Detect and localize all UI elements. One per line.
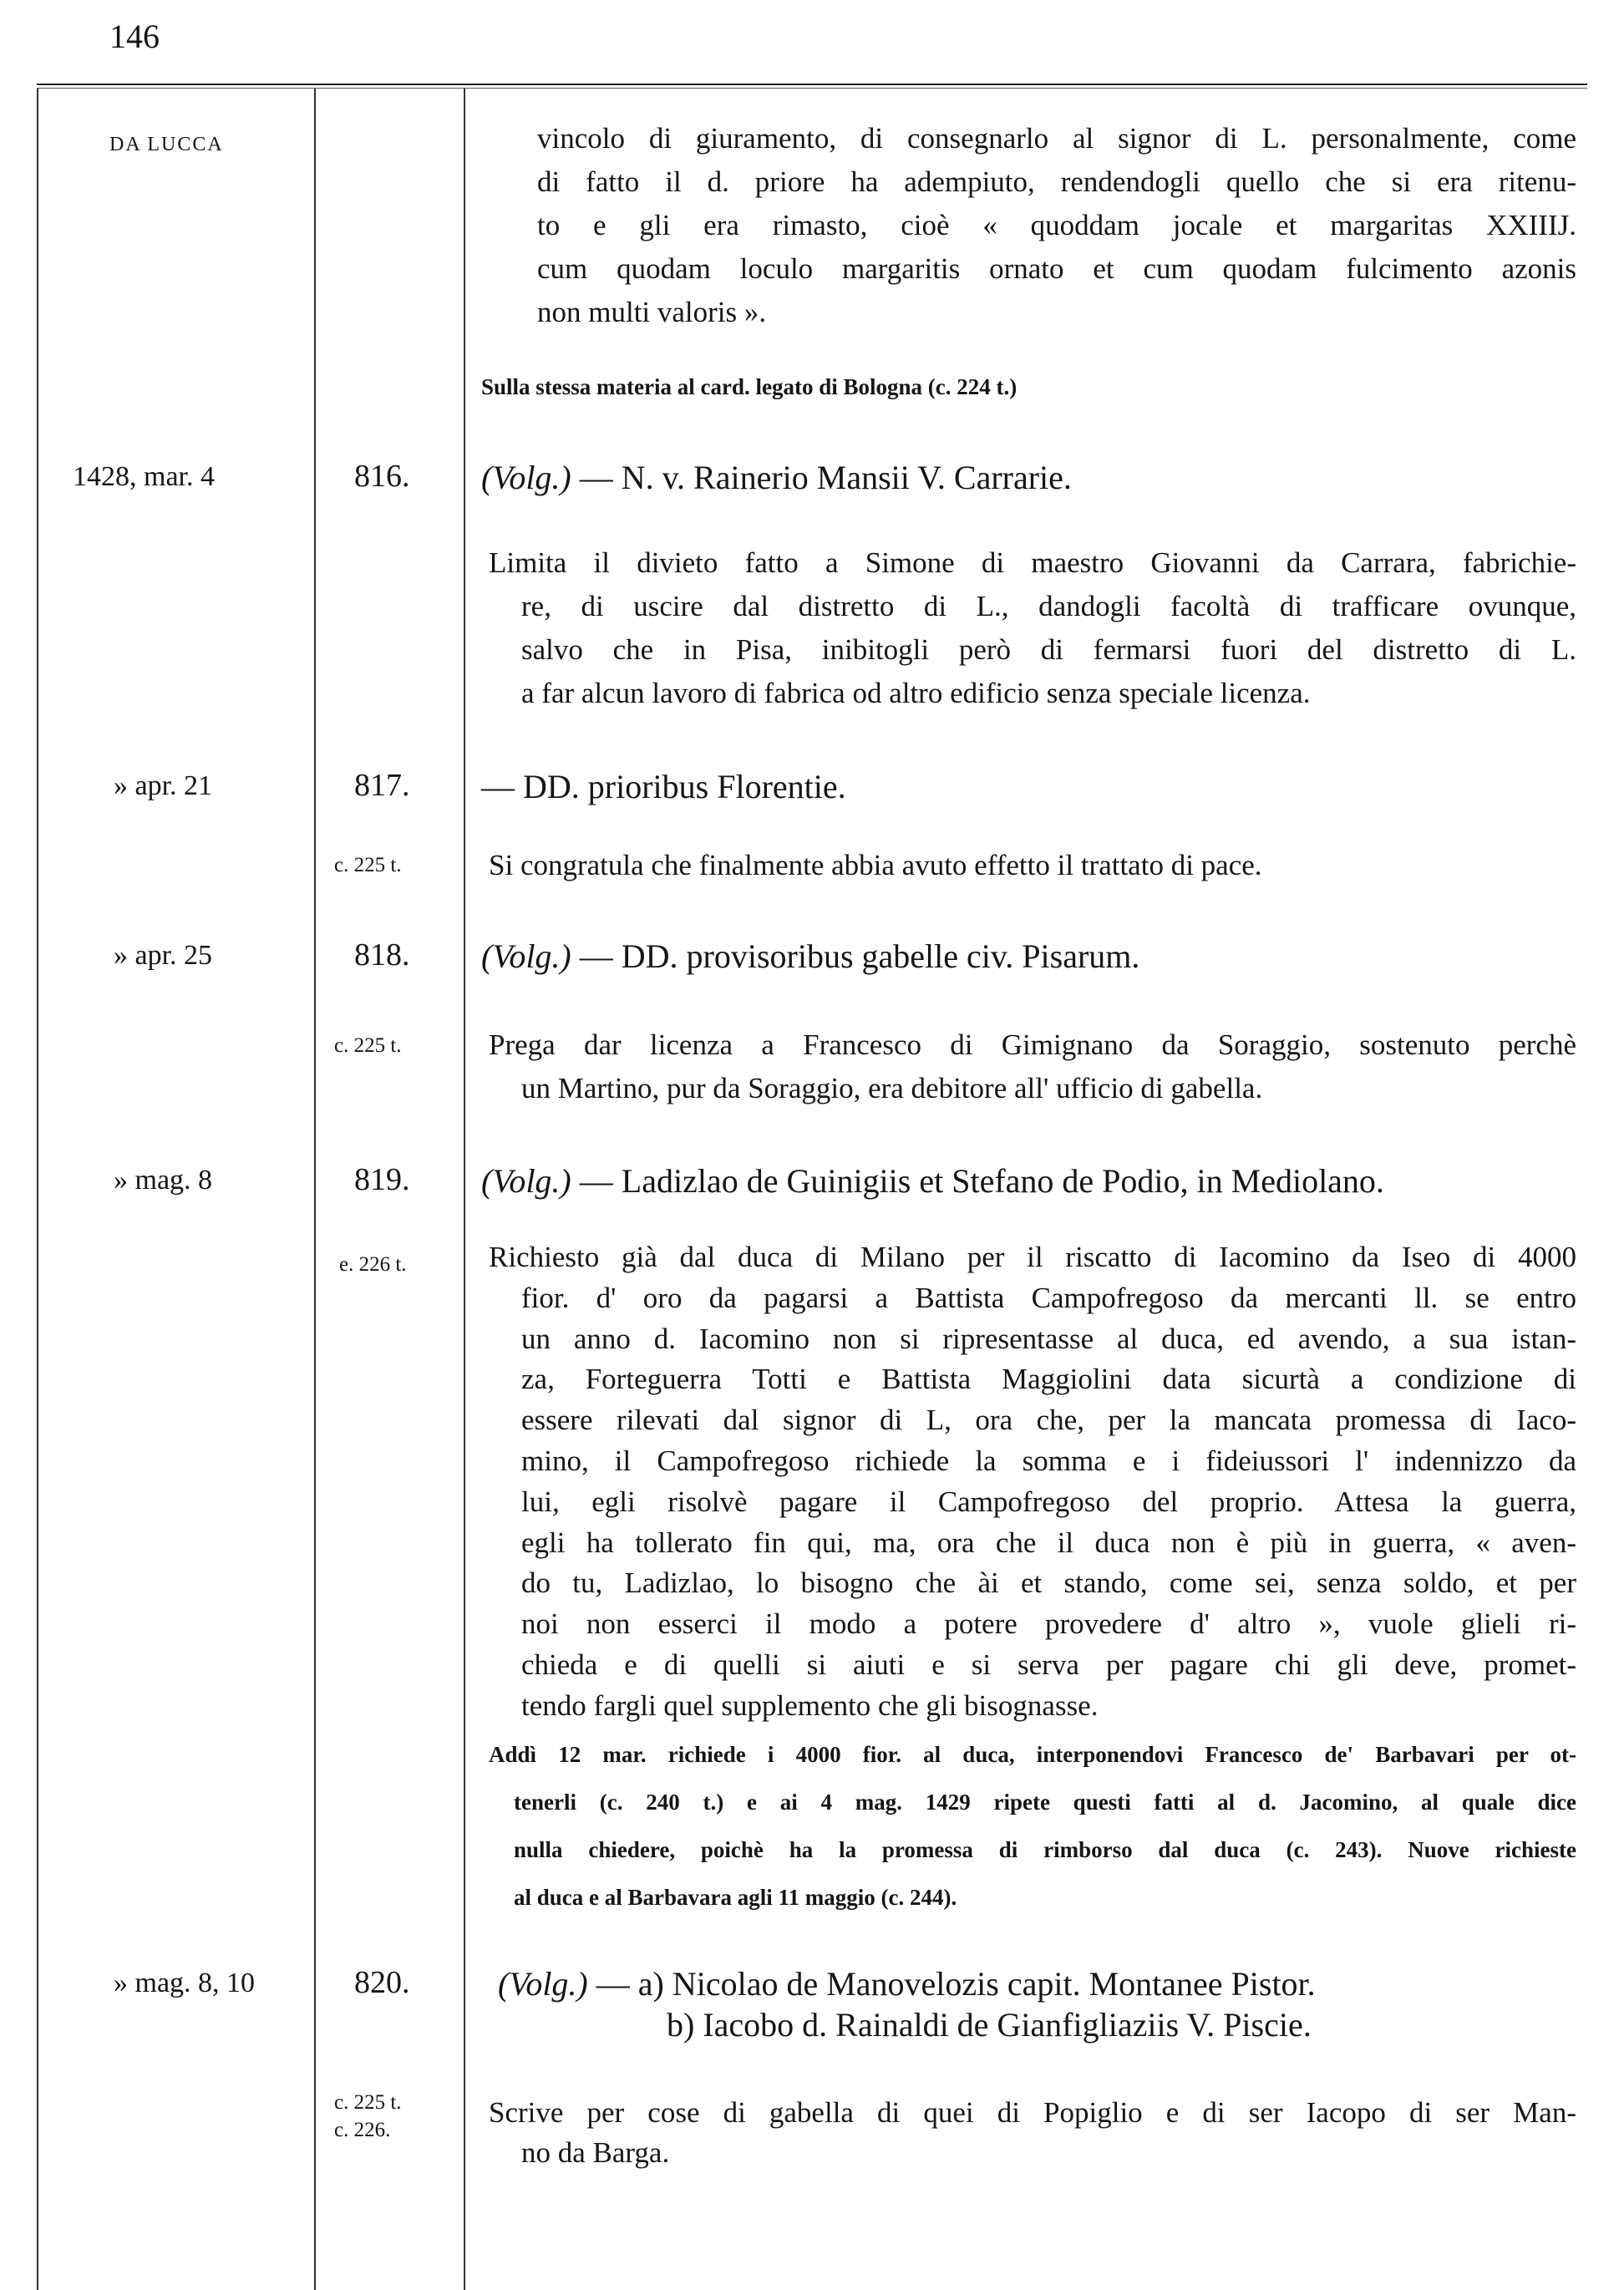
volg-label: (Volg.)	[498, 1965, 588, 2003]
header-rule	[37, 84, 1587, 89]
text-line: mino, il Campofregoso richiede la somma e i fideiussori l' indennizzo da	[521, 1444, 1576, 1477]
addressee: — DD. provisoribus gabelle civ. Pisarum.	[579, 937, 1140, 975]
text-line: tenerli (c. 240 t.) e ai 4 mag. 1429 ripete questi fatti al d. Jacomino, al quale dice	[514, 1790, 1576, 1815]
text-line: Prega dar licenza a Francesco di Gimignano da Soraggio, sostenuto perchè	[489, 1028, 1576, 1061]
text-line: noi non esserci il modo a potere provedere d' altro », vuole glieli ri-	[521, 1607, 1576, 1641]
text-line: lui, egli risolvè pagare il Campofregoso del proprio. Attesa la guerra,	[521, 1485, 1576, 1518]
entry-number: 819.	[354, 1162, 410, 1197]
entry-summary	[489, 2093, 1576, 2173]
page-number: 146	[109, 18, 160, 55]
entry-date: » mag. 8	[114, 1165, 213, 1196]
text-line: do tu, Ladizlao, lo bisogno che ài et stando, come sei, senza soldo, et per	[521, 1566, 1576, 1600]
text-line: egli ha tollerato fin qui, ma, ora che il duca non è più in guerra, « aven-	[521, 1526, 1576, 1559]
column-divider	[464, 89, 465, 2290]
entry-summary	[489, 541, 1576, 715]
addressee: — Ladizlao de Guinigiis et Stefano de Podio, in Mediolano.	[579, 1162, 1384, 1200]
text-line: vincolo di giuramento, di consegnarlo al signor di L. personalmente, come	[537, 122, 1576, 155]
addressee: — N. v. Rainerio Mansii V. Carrarie.	[579, 459, 1072, 496]
text-line: a far alcun lavoro di fabrica od altro edificio senza speciale licenza.	[521, 677, 1311, 709]
entry-summary	[489, 844, 1576, 887]
running-head: DA LUCCA	[109, 134, 224, 155]
folio-ref: e. 226 t.	[339, 1253, 407, 1276]
text-line: nulla chiedere, poichè ha la promessa di rimborso dal duca (c. 243). Nuove richieste	[514, 1837, 1576, 1862]
text-line: za, Forteguerra Totti e Battista Maggiolini data sicurtà a condizione di	[521, 1363, 1576, 1396]
entry-date: » apr. 25	[114, 940, 213, 971]
volg-label: (Volg.)	[481, 1162, 571, 1200]
text-line: cum quodam loculo margaritis ornato et cum quodam fulcimento azonis	[537, 252, 1576, 285]
text-line: al duca e al Barbavara agli 11 maggio (c. 244).	[514, 1885, 957, 1910]
entry-heading	[498, 1964, 1316, 2003]
entry-date: » mag. 8, 10	[114, 1968, 256, 1998]
text-line: salvo che in Pisa, inibitogli però di fermarsi fuori del distretto di L.	[521, 633, 1576, 666]
entry-number: 818.	[354, 937, 410, 972]
folio-ref: c. 225 t.	[334, 854, 402, 876]
entry-date: » apr. 21	[114, 770, 213, 801]
entry-heading	[481, 1161, 1384, 1201]
text-line: un anno d. Iacomino non si ripresentasse al duca, ed avendo, a sua istan-	[521, 1322, 1576, 1355]
folio-ref: c. 225 t.	[334, 2091, 402, 2114]
text-line: Richiesto già dal duca di Milano per il riscatto di Iacomino da Iseo di 4000	[489, 1241, 1576, 1273]
entry-summary	[489, 1237, 1576, 1727]
entry-number: 816.	[354, 459, 410, 494]
addressee: — a) Nicolao de Manovelozis capit. Montanee Pistor.	[596, 1965, 1316, 2003]
entry-date: 1428, mar. 4	[73, 461, 215, 492]
entry-summary	[489, 1023, 1576, 1110]
entry-number: 817.	[354, 768, 410, 803]
text-line: di fatto il d. priore ha adempiuto, rendendogli quello che si era ritenu-	[537, 165, 1576, 198]
entry-heading-b: b) Iacobo d. Rainaldi de Gianfigliaziis V. Piscie.	[667, 2006, 1312, 2044]
text-line: to e gli era rimasto, cioè « quoddam jocale et margaritas XXIIIJ.	[537, 209, 1576, 241]
text-line: Addì 12 mar. richiede i 4000 fior. al duca, interponendovi Francesco de' Barbavari per ot-	[489, 1742, 1576, 1767]
entry-heading	[481, 767, 846, 806]
folio-ref: c. 225 t.	[334, 1034, 402, 1057]
text-line: Si congratula che finalmente abbia avuto effetto il trattato di pace.	[489, 849, 1262, 881]
text-line: Limita il divieto fatto a Simone di maestro Giovanni da Carrara, fabrichie-	[489, 546, 1576, 579]
volg-label: (Volg.)	[481, 459, 571, 496]
text-line: tendo fargli quel supplemento che gli bisognasse.	[521, 1688, 1099, 1722]
addressee: — DD. prioribus Florentie.	[481, 768, 846, 805]
editorial-note: Sulla stessa materia al card. legato di Bologna (c. 224 t.)	[481, 374, 1018, 399]
text-line: chieda e di quelli si aiuti e si serva per pagare chi gli deve, promet-	[521, 1648, 1576, 1681]
entry-heading	[481, 458, 1072, 497]
text-line: Scrive per cose di gabella di quei di Popiglio e di ser Iacopo di ser Man-	[489, 2096, 1576, 2129]
text-line: no da Barga.	[521, 2136, 670, 2169]
text-line: non multi valoris ».	[537, 296, 767, 328]
text-line: un Martino, pur da Soraggio, era debitore all' ufficio di gabella.	[521, 1072, 1263, 1104]
column-divider	[37, 89, 38, 2290]
column-divider	[314, 89, 316, 2290]
continuation-paragraph	[537, 117, 1576, 334]
folio-ref: c. 226.	[334, 2119, 391, 2141]
entry-heading	[481, 937, 1139, 976]
editorial-note	[489, 1731, 1576, 1922]
entry-number: 820.	[354, 1965, 410, 2000]
text-line: essere rilevati dal signor di L, ora che, per la mancata promessa di Iaco-	[521, 1404, 1576, 1437]
volg-label: (Volg.)	[481, 937, 571, 975]
text-line: fior. d' oro da pagarsi a Battista Campofregoso da mercanti ll. se entro	[521, 1281, 1576, 1314]
text-line: re, di uscire dal distretto di L., dandogli facoltà di trafficare ovunque,	[521, 590, 1576, 622]
